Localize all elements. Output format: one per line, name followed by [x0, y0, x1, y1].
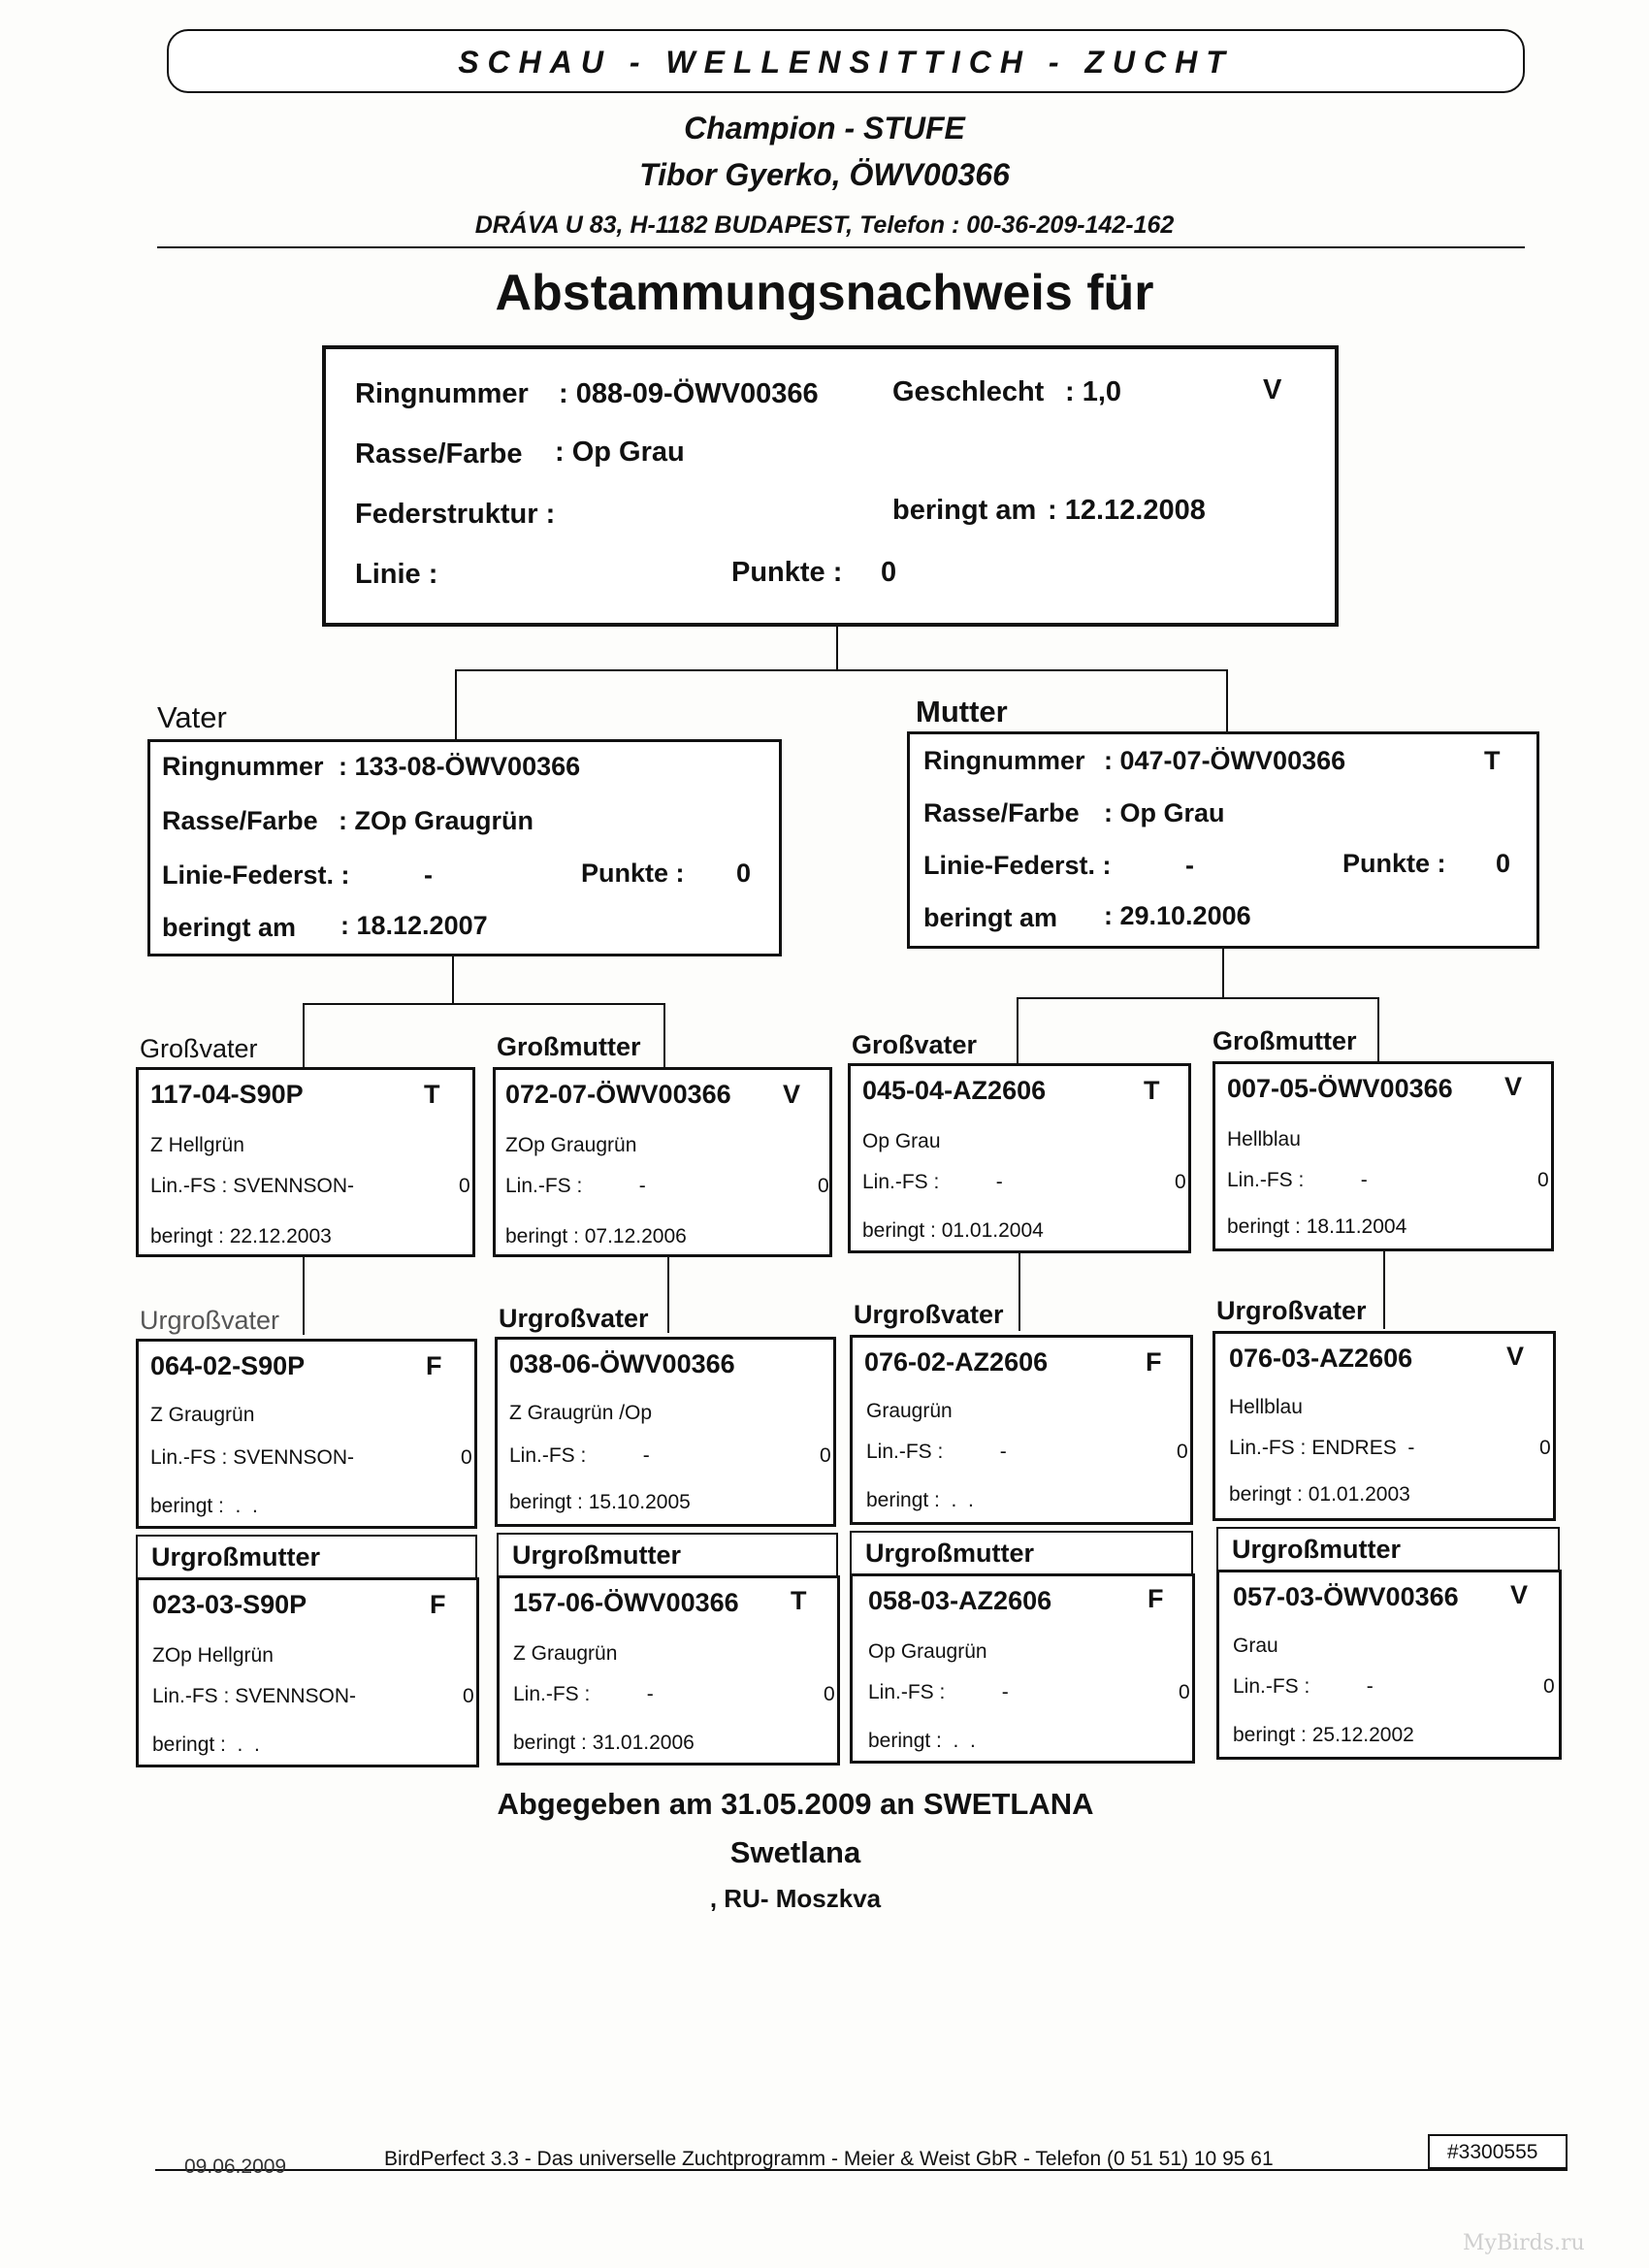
- tree-connector: [1383, 1251, 1385, 1329]
- grandparent-banded: beringt : 01.01.2004: [862, 1219, 1044, 1242]
- main-ring-label: Ringnummer: [355, 378, 529, 409]
- great-grandmother-code: F: [1148, 1584, 1164, 1613]
- tree-connector: [1017, 997, 1018, 1063]
- great-grandmother-heading: Urgroßmutter: [512, 1540, 681, 1570]
- mother-points: 0: [1496, 849, 1511, 878]
- tree-connector: [455, 669, 1227, 671]
- great-grandfather-banded: beringt : . .: [866, 1489, 974, 1511]
- great-grandmother-heading: Urgroßmutter: [1232, 1535, 1401, 1564]
- footer-date: 09.06.2009: [184, 2155, 287, 2178]
- grandparent-ring: 007-05-ÖWV00366: [1227, 1074, 1453, 1103]
- great-grandfather-lin: Lin.-FS : SVENNSON-: [150, 1446, 355, 1469]
- great-grandmother-heading-box: [850, 1531, 1193, 1573]
- main-bird-box: [322, 345, 1339, 627]
- father-line-label: Linie-Federst. :: [162, 860, 350, 890]
- page-title: Abstammungsnachweis für: [495, 265, 1154, 321]
- great-grandfather-code: V: [1506, 1342, 1525, 1371]
- great-grandmother-box: [136, 1577, 479, 1767]
- main-sex: : 1,0: [1065, 376, 1122, 407]
- great-grandmother-lin: Lin.-FS : SVENNSON-: [152, 1685, 357, 1707]
- handover-line: Abgegeben am 31.05.2009 an SWETLANA: [497, 1787, 1094, 1821]
- great-grandmother-color: Grau: [1233, 1635, 1278, 1657]
- grandparent-color: Z Hellgrün: [150, 1134, 244, 1156]
- main-points: 0: [881, 557, 897, 588]
- grandparent-box: [848, 1063, 1191, 1253]
- tree-connector: [1222, 949, 1224, 997]
- father-ring: : 133-08-ÖWV00366: [339, 752, 581, 781]
- header-banner: [167, 29, 1525, 93]
- father-points-label: Punkte :: [581, 859, 685, 888]
- great-grandfather-heading: Urgroßvater: [140, 1306, 280, 1335]
- recipient-location: , RU- Moszkva: [709, 1884, 882, 1913]
- tree-connector: [1017, 997, 1379, 999]
- father-line-value: -: [424, 860, 433, 890]
- great-grandmother-banded: beringt : . .: [868, 1730, 976, 1752]
- great-grandfather-code: F: [426, 1351, 442, 1380]
- great-grandfather-color: Z Graugrün /Op: [509, 1402, 653, 1424]
- footer-number-box: [1428, 2134, 1568, 2169]
- grandparent-box: [136, 1067, 475, 1257]
- father-banded-label: beringt am: [162, 913, 297, 942]
- main-ring: : 088-09-ÖWV00366: [559, 378, 819, 409]
- father-color-label: Rasse/Farbe: [162, 806, 318, 835]
- father-box: [147, 739, 782, 956]
- tree-connector: [303, 1003, 665, 1005]
- grandparent-color: ZOp Graugrün: [505, 1134, 637, 1156]
- grandparent-points: 0: [1537, 1169, 1549, 1191]
- great-grandmother-points: 0: [1543, 1675, 1555, 1698]
- great-grandfather-box: [850, 1335, 1193, 1525]
- main-color: : Op Grau: [555, 437, 685, 468]
- great-grandfather-points: 0: [1539, 1437, 1551, 1459]
- grandparent-code: T: [424, 1080, 440, 1109]
- great-grandmother-code: T: [791, 1586, 807, 1615]
- footer-number: #3300555: [1447, 2141, 1538, 2163]
- grandparent-ring: 072-07-ÖWV00366: [505, 1080, 731, 1109]
- great-grandmother-ring: 057-03-ÖWV00366: [1233, 1582, 1459, 1611]
- great-grandmother-ring: 023-03-S90P: [152, 1590, 307, 1619]
- main-banded-label: beringt am: [892, 495, 1037, 526]
- main-line-label: Linie :: [355, 559, 438, 590]
- great-grandfather-heading: Urgroßvater: [1216, 1296, 1367, 1325]
- mother-ring-label: Ringnummer: [923, 746, 1085, 775]
- great-grandfather-ring: 064-02-S90P: [150, 1351, 306, 1380]
- tree-connector: [836, 627, 838, 669]
- great-grandmother-points: 0: [1179, 1681, 1190, 1703]
- great-grandfather-heading: Urgroßvater: [499, 1304, 649, 1333]
- grandparent-banded: beringt : 18.11.2004: [1227, 1215, 1407, 1238]
- great-grandfather-heading: Urgroßvater: [854, 1300, 1004, 1329]
- great-grandmother-points: 0: [463, 1685, 474, 1707]
- tree-connector: [303, 1003, 305, 1067]
- main-points-label: Punkte :: [731, 557, 843, 588]
- father-ring-label: Ringnummer: [162, 752, 324, 781]
- great-grandmother-banded: beringt : 31.01.2006: [513, 1732, 695, 1754]
- great-grandmother-box: [850, 1573, 1195, 1764]
- great-grandfather-color: Z Graugrün: [150, 1404, 255, 1426]
- footer-software: BirdPerfect 3.3 - Das universelle Zuchtprogramm - Meier & Weist GbR - Telefon (0 51 51) 10 95 61: [384, 2148, 1274, 2170]
- great-grandmother-heading: Urgroßmutter: [865, 1539, 1034, 1568]
- great-grandmother-box: [497, 1575, 840, 1766]
- tree-connector: [452, 956, 454, 1003]
- mother-line-value: -: [1185, 851, 1194, 880]
- grandparent-lin: Lin.-FS : SVENNSON-: [150, 1175, 355, 1197]
- great-grandmother-ring: 157-06-ÖWV00366: [513, 1588, 739, 1617]
- great-grandfather-banded: beringt : 15.10.2005: [509, 1491, 691, 1513]
- header-title: SCHAU - WELLENSITTICH - ZUCHT: [458, 45, 1234, 80]
- main-feather-label: Federstruktur :: [355, 499, 556, 530]
- grandparent-color: Op Grau: [862, 1130, 941, 1152]
- grandparent-ring: 117-04-S90P: [150, 1080, 304, 1109]
- great-grandfather-color: Hellblau: [1229, 1396, 1303, 1418]
- grandparent-banded: beringt : 22.12.2003: [150, 1225, 332, 1247]
- great-grandmother-heading-box: [136, 1535, 477, 1577]
- grandparent-box: [493, 1067, 832, 1257]
- great-grandmother-lin: Lin.-FS : -: [868, 1681, 1009, 1703]
- great-grandmother-heading-box: [497, 1533, 838, 1575]
- grandparent-lin: Lin.-FS : -: [505, 1175, 646, 1197]
- great-grandmother-color: Z Graugrün: [513, 1642, 618, 1665]
- tree-connector: [1018, 1253, 1020, 1331]
- great-grandfather-lin: Lin.-FS : -: [509, 1444, 650, 1467]
- great-grandfather-banded: beringt : . .: [150, 1495, 258, 1517]
- grandparent-points: 0: [459, 1175, 470, 1197]
- tree-connector: [455, 669, 457, 741]
- main-sex-label: Geschlecht: [892, 376, 1045, 407]
- tree-connector: [303, 1257, 305, 1335]
- great-grandfather-points: 0: [820, 1444, 831, 1467]
- great-grandmother-points: 0: [824, 1683, 835, 1705]
- father-points: 0: [736, 859, 752, 888]
- great-grandmother-code: V: [1510, 1580, 1529, 1609]
- grandparent-banded: beringt : 07.12.2006: [505, 1225, 687, 1247]
- tree-connector: [663, 1003, 665, 1067]
- mother-banded: : 29.10.2006: [1104, 901, 1251, 930]
- grandparent-ring: 045-04-AZ2606: [862, 1076, 1047, 1105]
- breeder-address: DRÁVA U 83, H-1182 BUDAPEST, Telefon : 00-36-209-142-162: [474, 211, 1175, 239]
- great-grandfather-points: 0: [1177, 1441, 1188, 1463]
- great-grandfather-box: [136, 1339, 477, 1529]
- grandparent-code: V: [783, 1080, 801, 1109]
- father-heading: Vater: [157, 700, 227, 734]
- mother-banded-label: beringt am: [923, 903, 1058, 932]
- grandparent-code: V: [1504, 1072, 1523, 1101]
- great-grandmother-color: ZOp Hellgrün: [152, 1644, 274, 1667]
- great-grandfather-banded: beringt : 01.01.2003: [1229, 1483, 1410, 1506]
- mother-heading: Mutter: [916, 695, 1008, 729]
- great-grandmother-banded: beringt : . .: [152, 1733, 260, 1756]
- great-grandmother-code: F: [430, 1590, 446, 1619]
- grandparent-lin: Lin.-FS : -: [862, 1171, 1003, 1193]
- grandparent-heading: Großmutter: [1212, 1026, 1357, 1055]
- grandparent-heading: Großvater: [140, 1034, 258, 1063]
- great-grandfather-color: Graugrün: [866, 1400, 953, 1422]
- mother-color-label: Rasse/Farbe: [923, 798, 1080, 827]
- great-grandfather-box: [495, 1337, 836, 1527]
- tree-connector: [667, 1257, 669, 1333]
- great-grandmother-lin: Lin.-FS : -: [513, 1683, 654, 1705]
- main-color-label: Rasse/Farbe: [355, 438, 523, 470]
- mother-ring: : 047-07-ÖWV00366: [1104, 746, 1346, 775]
- main-banded: : 12.12.2008: [1048, 495, 1206, 526]
- grandparent-points: 0: [818, 1175, 829, 1197]
- great-grandmother-heading-box: [1216, 1527, 1560, 1570]
- great-grandmother-ring: 058-03-AZ2606: [868, 1586, 1052, 1615]
- great-grandmother-heading: Urgroßmutter: [151, 1542, 320, 1571]
- great-grandmother-lin: Lin.-FS : -: [1233, 1675, 1374, 1698]
- grandparent-lin: Lin.-FS : -: [1227, 1169, 1368, 1191]
- mother-color: : Op Grau: [1104, 798, 1225, 827]
- great-grandfather-ring: 038-06-ÖWV00366: [509, 1349, 735, 1378]
- level-title: Champion - STUFE: [684, 111, 965, 146]
- mother-box: [907, 731, 1539, 949]
- recipient-name: Swetlana: [729, 1835, 861, 1869]
- grandparent-box: [1212, 1061, 1554, 1251]
- great-grandmother-box: [1216, 1570, 1562, 1760]
- great-grandfather-lin: Lin.-FS : -: [866, 1441, 1007, 1463]
- breeder-name: Tibor Gyerko, ÖWV00366: [639, 157, 1010, 192]
- main-code: V: [1263, 374, 1282, 405]
- mother-points-label: Punkte :: [1342, 849, 1446, 878]
- great-grandfather-ring: 076-03-AZ2606: [1229, 1344, 1413, 1373]
- great-grandfather-lin: Lin.-FS : ENDRES -: [1229, 1437, 1415, 1459]
- mother-code: T: [1484, 746, 1501, 775]
- grandparent-heading: Großmutter: [497, 1032, 641, 1061]
- father-banded: : 18.12.2007: [340, 911, 488, 940]
- grandparent-points: 0: [1175, 1171, 1186, 1193]
- grandparent-code: T: [1144, 1076, 1160, 1105]
- tree-connector: [1377, 997, 1379, 1061]
- tree-connector: [1226, 669, 1228, 733]
- great-grandfather-box: [1212, 1331, 1556, 1521]
- great-grandfather-code: F: [1146, 1347, 1162, 1377]
- great-grandmother-banded: beringt : 25.12.2002: [1233, 1724, 1414, 1746]
- grandparent-color: Hellblau: [1227, 1128, 1301, 1150]
- grandparent-heading: Großvater: [852, 1030, 978, 1059]
- great-grandfather-points: 0: [461, 1446, 472, 1469]
- watermark: MyBirds.ru: [1463, 2231, 1585, 2255]
- great-grandfather-ring: 076-02-AZ2606: [864, 1347, 1049, 1377]
- mother-line-label: Linie-Federst. :: [923, 851, 1112, 880]
- great-grandmother-color: Op Graugrün: [868, 1640, 987, 1663]
- header-divider: [157, 246, 1525, 248]
- father-color: : ZOp Graugrün: [339, 806, 534, 835]
